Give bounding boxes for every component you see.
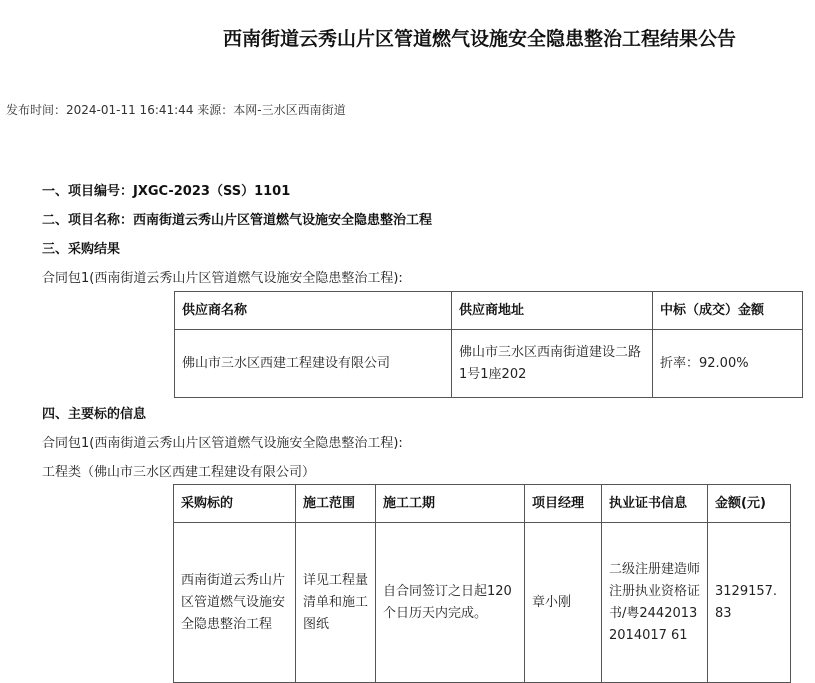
table-row [174, 523, 791, 683]
construction-period: 自合同签订之日起120个日历天内完成。 [376, 523, 525, 683]
supplier-name: 佛山市三水区西建工程建设有限公司 [175, 330, 452, 398]
project-name: 二、项目名称：西南街道云秀山片区管道燃气设施安全隐患整治工程 [42, 213, 433, 228]
result-heading: 三、采购结果 [42, 242, 121, 257]
header-cell: 采购标的 [174, 485, 296, 523]
header-cell: 项目经理 [525, 485, 602, 523]
table-header-row [175, 292, 803, 330]
header-cell: 供应商名称 [175, 292, 452, 330]
result-table [174, 291, 803, 398]
page-title: 西南街道云秀山片区管道燃气设施安全隐患整治工程结果公告 [223, 28, 737, 50]
header-cell: 施工工期 [376, 485, 525, 523]
package-label: 合同包1(西南街道云秀山片区管道燃气设施安全隐患整治工程): [42, 271, 403, 286]
publish-meta: 发布时间：2024-01-11 16:41:44 来源：本网-三水区西南街道 [6, 103, 346, 117]
header-cell: 金额(元) [708, 485, 791, 523]
certificate-info: 二级注册建造师注册执业资格证书/粤24420132014017 61 [602, 523, 708, 683]
info-table [173, 484, 791, 683]
header-cell: 供应商地址 [452, 292, 653, 330]
header-cell: 施工范围 [296, 485, 376, 523]
project-number: 一、项目编号：JXGC-2023（SS）1101 [42, 184, 291, 199]
header-cell: 执业证书信息 [602, 485, 708, 523]
construction-scope: 详见工程量清单和施工图纸 [296, 523, 376, 683]
table-row [175, 330, 803, 398]
project-manager: 章小刚 [525, 523, 602, 683]
table-header-row [174, 485, 791, 523]
header-cell: 中标（成交）金额 [653, 292, 803, 330]
procurement-subject: 西南街道云秀山片区管道燃气设施安全隐患整治工程 [174, 523, 296, 683]
category-label: 工程类（佛山市三水区西建工程建设有限公司） [42, 465, 316, 480]
package-label: 合同包1(西南街道云秀山片区管道燃气设施安全隐患整治工程): [42, 436, 403, 451]
supplier-address: 佛山市三水区西南街道建设二路1号1座202 [452, 330, 653, 398]
bid-amount: 折率：92.00% [653, 330, 803, 398]
main-info-heading: 四、主要标的信息 [42, 407, 147, 422]
amount: 3129157.83 [708, 523, 791, 683]
